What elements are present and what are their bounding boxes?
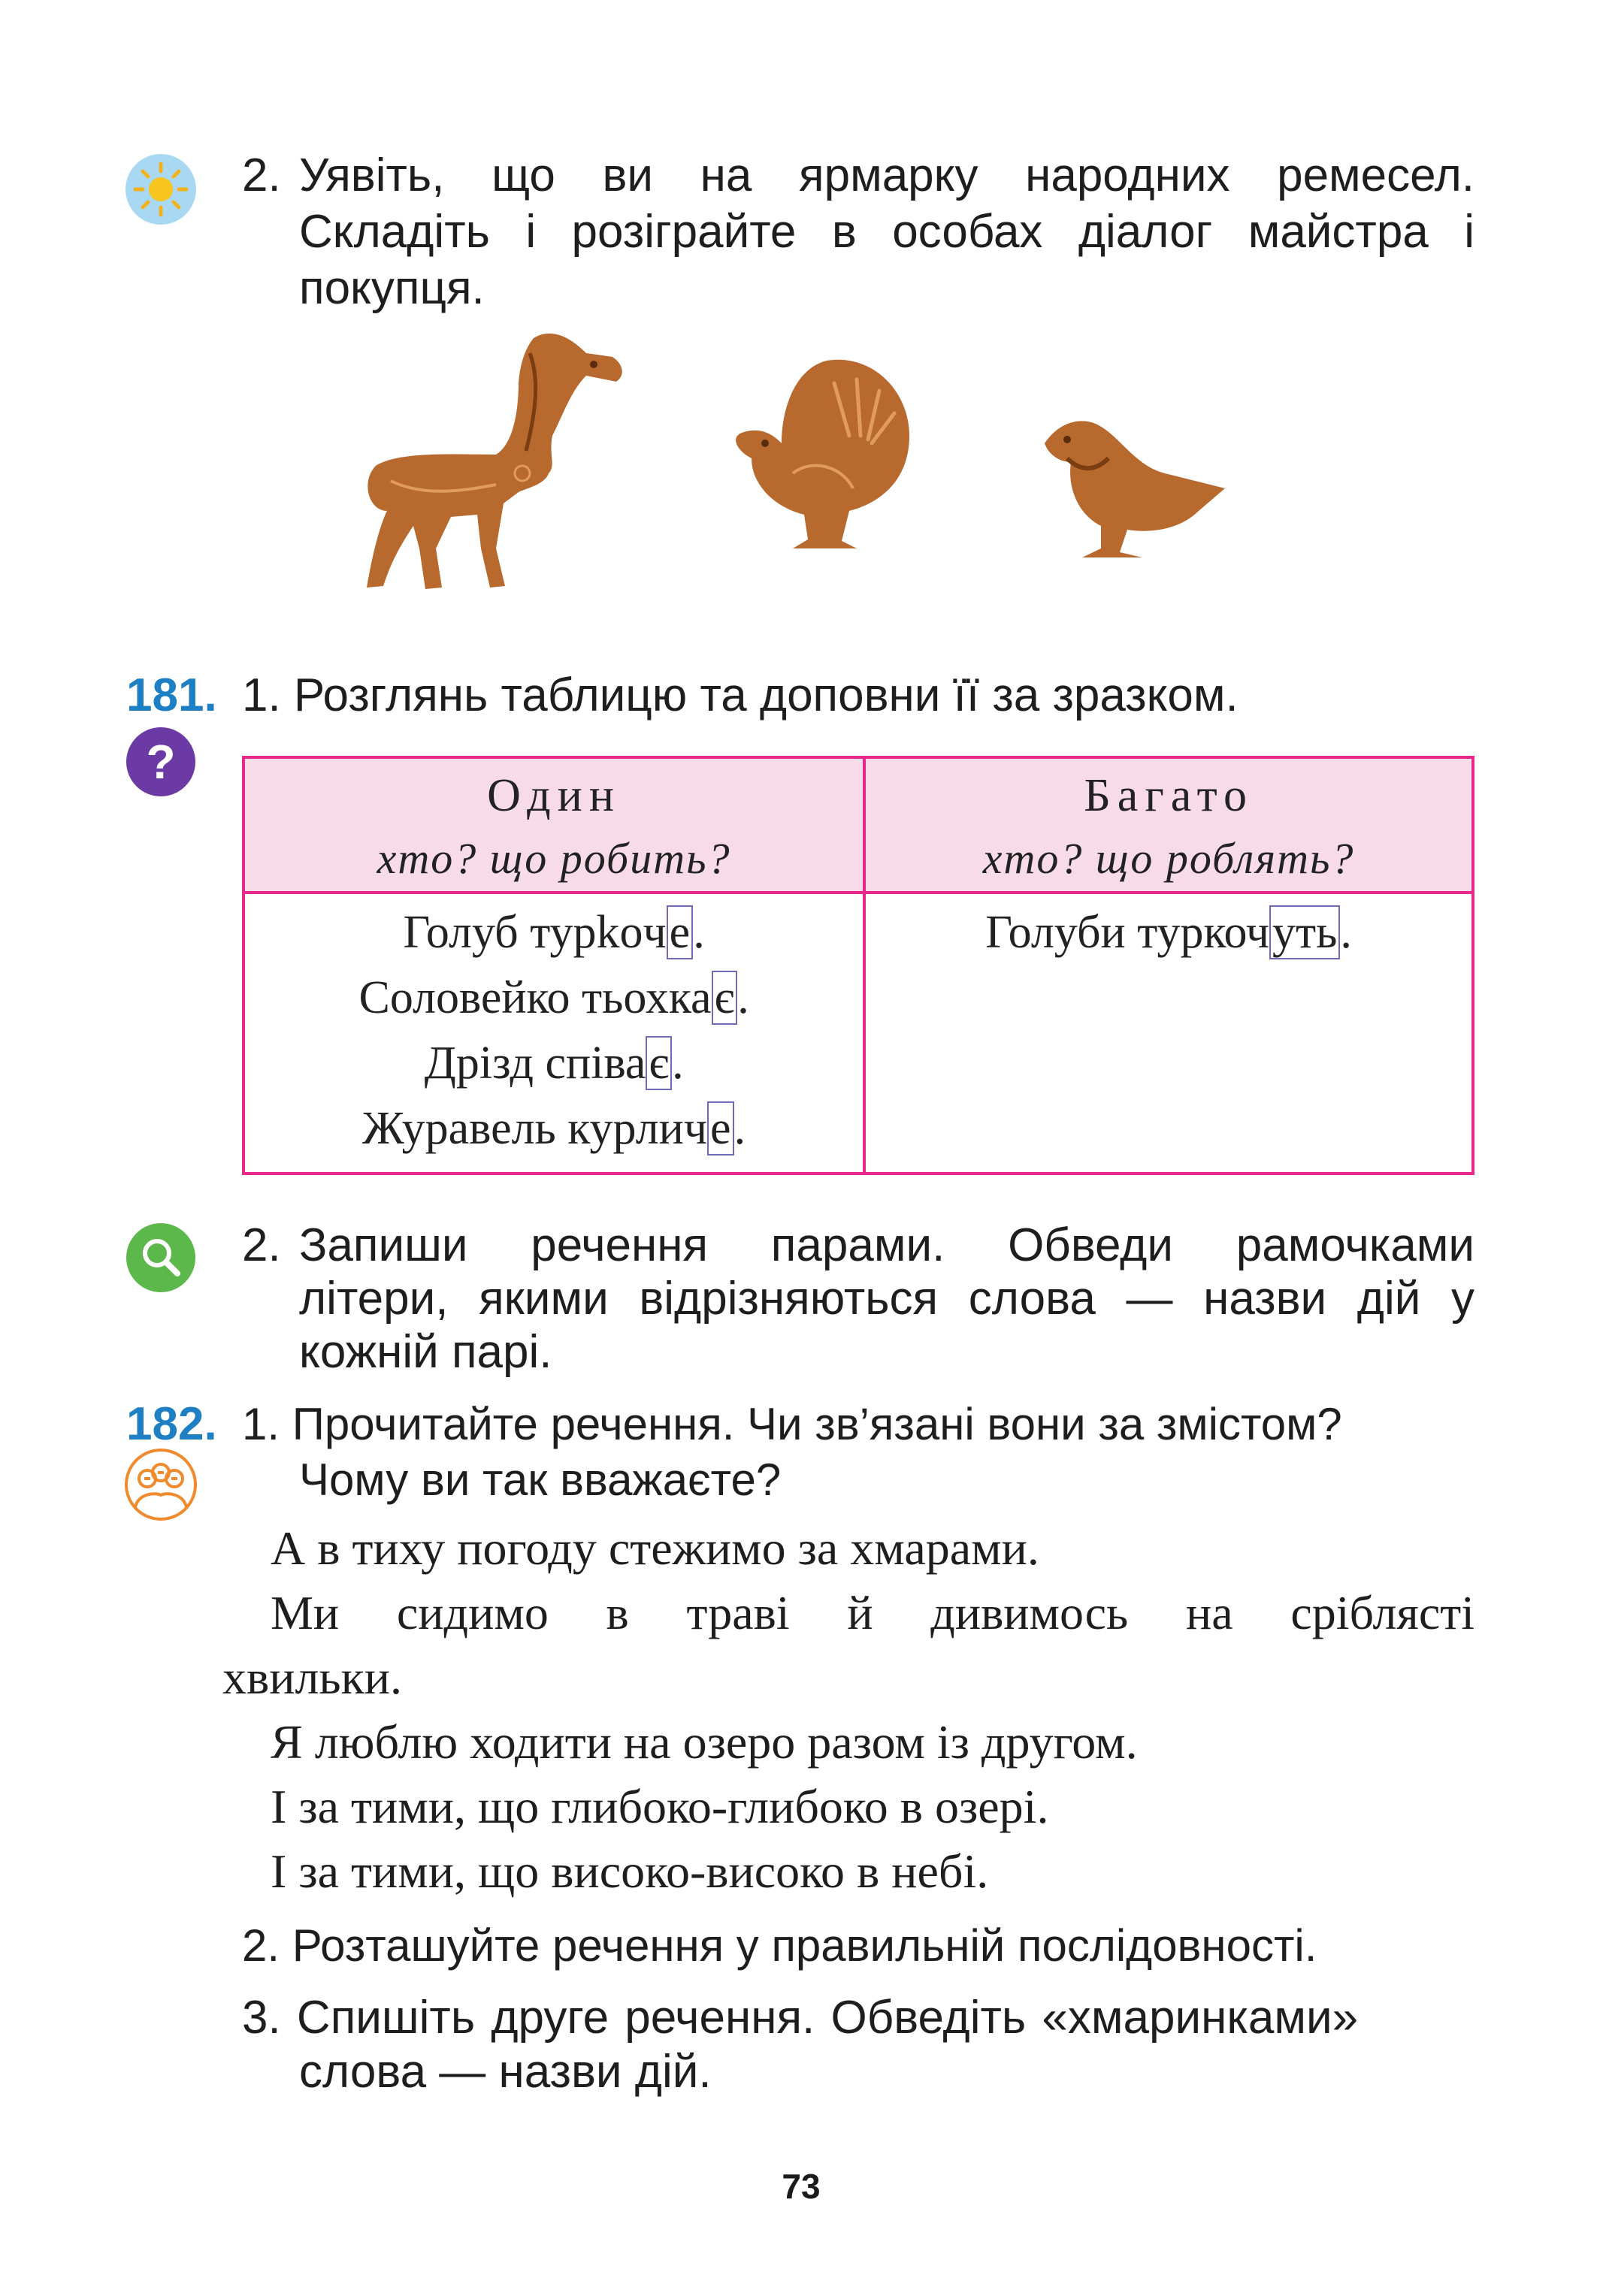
punctuation: . bbox=[1340, 907, 1352, 958]
sun-icon bbox=[125, 153, 197, 225]
sentence: Ми сидимо в траві й дивимось на сріблясті bbox=[271, 1586, 1474, 1639]
example-table bbox=[242, 756, 1474, 1175]
punctuation: . bbox=[737, 972, 749, 1023]
task-line: 3. Спишіть друге речення. Обведіть «хмаринками» bbox=[242, 1992, 1359, 2044]
sentence: І за тими, що глибоко-глибоко в озері. bbox=[271, 1780, 1049, 1833]
exercise-number: 182. bbox=[126, 1398, 217, 1450]
sentence: хвильки. bbox=[222, 1651, 402, 1704]
task-number: 2. bbox=[242, 1219, 281, 1271]
gingerbread-bird-image bbox=[1037, 398, 1232, 563]
column-question: хто? що робить? bbox=[377, 834, 731, 883]
sentence: А в тиху погоду стежимо за хмарами. bbox=[271, 1521, 1039, 1575]
table-row bbox=[246, 1031, 862, 1096]
ending-box: е bbox=[667, 905, 694, 959]
ending-box: є bbox=[712, 971, 738, 1025]
punctuation: . bbox=[672, 1038, 684, 1089]
task-number: 2. bbox=[242, 150, 281, 201]
magnifier-icon bbox=[125, 1222, 197, 1294]
ending-box: уть bbox=[1269, 905, 1340, 959]
table-row bbox=[867, 900, 1471, 965]
sentence-stem: Голуби туркоч bbox=[985, 907, 1270, 958]
svg-text:?: ? bbox=[146, 735, 176, 789]
task-line: кожній парі. bbox=[299, 1326, 552, 1378]
task-line: Уявіть, що ви на ярмарку народних ремесел. bbox=[299, 150, 1474, 201]
table-row bbox=[246, 1096, 862, 1162]
task-line: слова — назви дій. bbox=[299, 2046, 712, 2098]
task-line: літери, якими відрізняються слова — назви дій у bbox=[299, 1273, 1474, 1325]
sentence-stem: Соловейко тьохка bbox=[358, 972, 712, 1023]
sentence-stem: Дрізд співа bbox=[424, 1038, 646, 1089]
table-row bbox=[246, 900, 862, 965]
ending-box: є bbox=[646, 1036, 672, 1090]
gingerbread-horse-image bbox=[346, 323, 661, 601]
punctuation: . bbox=[733, 1103, 746, 1154]
column-question: хто? що роблять? bbox=[982, 834, 1355, 883]
ending-box: е bbox=[707, 1101, 734, 1156]
sentence: І за тими, що високо-високо в небі. bbox=[271, 1844, 989, 1898]
task-line: Чому ви так вважаєте? bbox=[299, 1455, 782, 1505]
punctuation: . bbox=[693, 907, 705, 958]
singular-cell bbox=[243, 893, 864, 1174]
plural-cell bbox=[864, 893, 1473, 1174]
task-line: Запиши речення парами. Обведи рамочками bbox=[299, 1219, 1474, 1271]
task-line: 2. Розташуйте речення у правильній послідовності. bbox=[242, 1920, 1317, 1971]
column-title: Один bbox=[487, 770, 622, 821]
exercise-number: 181. bbox=[126, 669, 217, 721]
task-line: Складіть і розіграйте в особах діалог майстра і bbox=[299, 206, 1474, 258]
column-title: Багато bbox=[1084, 770, 1254, 821]
page-number: 73 bbox=[782, 2167, 821, 2206]
sentence-stem: Журавель курлич bbox=[362, 1103, 708, 1154]
task-line: 1. Прочитайте речення. Чи зв’язані вони за змістом? bbox=[242, 1399, 1342, 1449]
question-icon bbox=[125, 726, 197, 798]
gingerbread-turkey-image bbox=[721, 346, 932, 563]
sentence-stem: Голуб турkoч bbox=[403, 907, 667, 958]
sentence: Я люблю ходити на озеро разом із другом. bbox=[271, 1715, 1138, 1769]
task-text: 1. Розглянь таблицю та доповни її за зразком. bbox=[242, 669, 1239, 721]
task-line: покупця. bbox=[299, 262, 485, 314]
group-icon bbox=[125, 1449, 197, 1521]
table-row bbox=[246, 965, 862, 1031]
